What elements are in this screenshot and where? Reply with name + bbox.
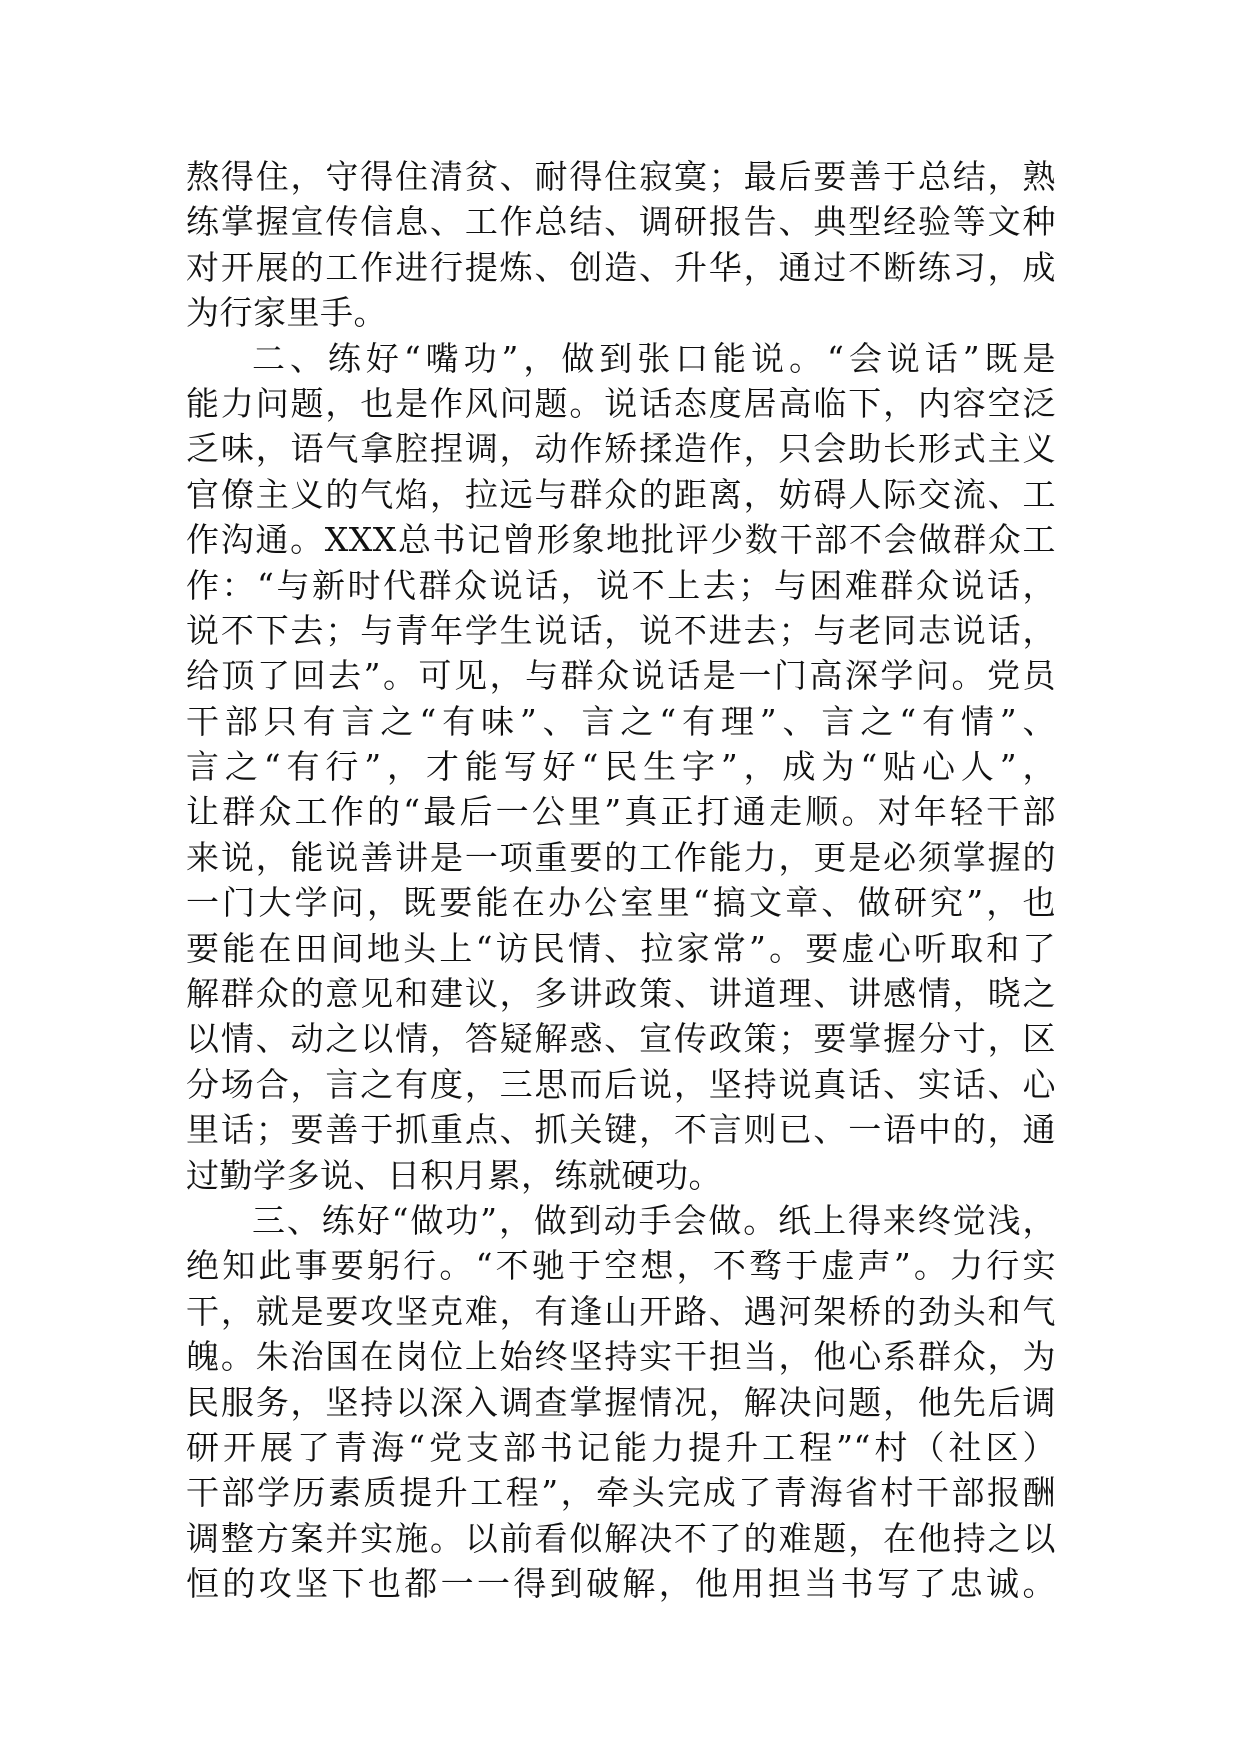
text-line: 作：“与新时代群众说话，说不上去；与困难群众说话， <box>186 565 1056 605</box>
text-line: 解群众的意见和建议，多讲政策、讲道理、讲感情，晓之 <box>186 974 1056 1014</box>
text-line: 乏味，语气拿腔捏调，动作矫揉造作，只会助长形式主义 <box>186 429 1056 469</box>
text-line: 官僚主义的气焰，拉远与群众的距离，妨碍人际交流、工 <box>186 474 1056 514</box>
section-heading-line: 三、练好“做功”，做到动手会做。纸上得来终觉浅， <box>252 1200 1056 1240</box>
text-line: 来说，能说善讲是一项重要的工作能力，更是必须掌握的 <box>186 837 1056 877</box>
text-line: 对开展的工作进行提炼、创造、升华，通过不断练习，成 <box>186 247 1056 287</box>
text-line: 干部只有言之“有味”、言之“有理”、言之“有情”、 <box>186 701 1056 741</box>
text-line: 一门大学问，既要能在办公室里“搞文章、做研究”，也 <box>186 883 1056 923</box>
text-line: 作沟通。XXX总书记曾形象地批评少数干部不会做群众工 <box>186 520 1056 560</box>
text-line: 分场合，言之有度，三思而后说，坚持说真话、实话、心 <box>186 1064 1056 1104</box>
text-line: 要能在田间地头上“访民情、拉家常”。要虚心听取和了 <box>186 928 1056 968</box>
text-line: 研开展了青海“党支部书记能力提升工程”“村（社区） <box>186 1427 1056 1467</box>
text-line: 里话；要善于抓重点、抓关键，不言则已、一语中的，通 <box>186 1110 1056 1150</box>
section-heading-line: 二、练好“嘴功”，做到张口能说。“会说话”既是 <box>252 338 1056 378</box>
text-line: 恒的攻坚下也都一一得到破解，他用担当书写了忠诚。 <box>186 1564 1056 1604</box>
text-line: 练掌握宣传信息、工作总结、调研报告、典型经验等文种 <box>186 202 1056 242</box>
text-line: 过勤学多说、日积月累，练就硬功。 <box>186 1155 722 1195</box>
text-line: 干部学历素质提升工程”，牵头完成了青海省村干部报酬 <box>186 1473 1056 1513</box>
text-line: 熬得住，守得住清贫、耐得住寂寞；最后要善于总结，熟 <box>186 157 1056 196</box>
text-line: 说不下去；与青年学生说话，说不进去；与老同志说话， <box>186 610 1056 650</box>
text-line: 调整方案并实施。以前看似解决不了的难题，在他持之以 <box>186 1518 1056 1558</box>
document-body <box>186 154 1056 1607</box>
text-line: 干，就是要攻坚克难，有逢山开路、遇河架桥的劲头和气 <box>186 1291 1056 1331</box>
text-line: 魄。朱治国在岗位上始终坚持实干担当，他心系群众，为 <box>186 1337 1056 1377</box>
text-line: 民服务，坚持以深入调查掌握情况，解决问题，他先后调 <box>186 1382 1056 1422</box>
text-line: 以情、动之以情，答疑解惑、宣传政策；要掌握分寸，区 <box>186 1019 1056 1059</box>
text-line: 为行家里手。 <box>186 293 387 333</box>
text-line: 能力问题，也是作风问题。说话态度居高临下，内容空泛 <box>186 383 1056 423</box>
text-line: 给顶了回去”。可见，与群众说话是一门高深学问。党员 <box>186 656 1056 696</box>
text-line: 言之“有行”，才能写好“民生字”，成为“贴心人”， <box>186 747 1056 787</box>
text-line: 让群众工作的“最后一公里”真正打通走顺。对年轻干部 <box>186 792 1056 832</box>
text-line: 绝知此事要躬行。“不驰于空想，不骛于虚声”。力行实 <box>186 1246 1056 1286</box>
